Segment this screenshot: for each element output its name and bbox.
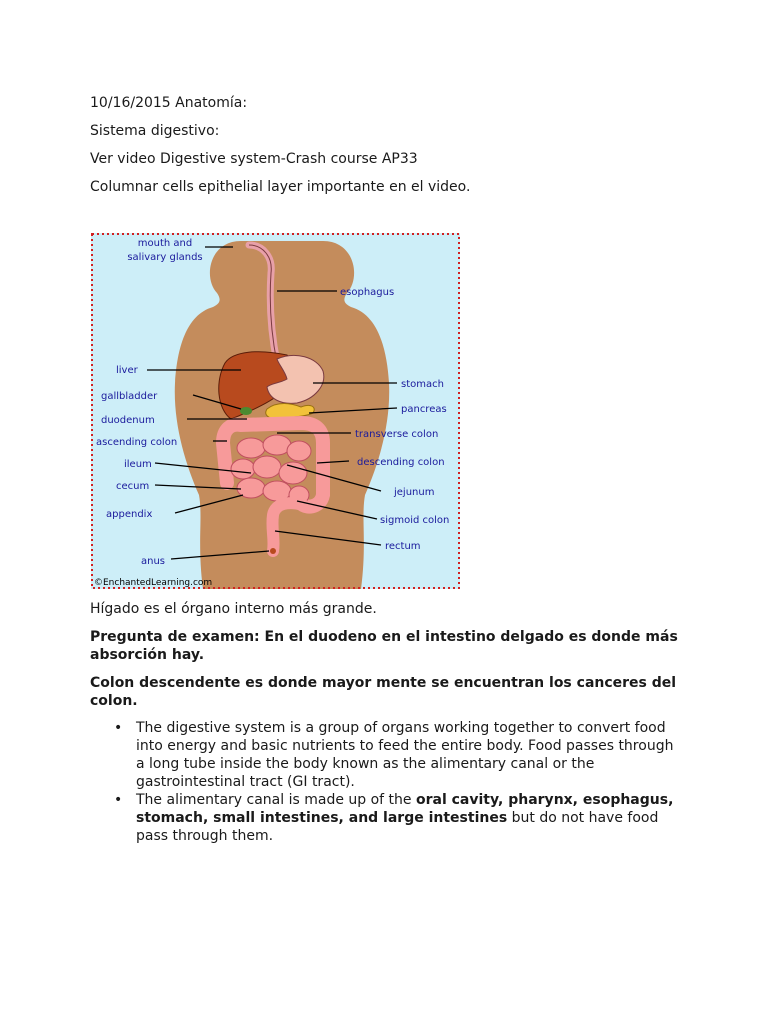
bullet-2-bold: oral cavity, pharynx, esophagus, stomach, small intestines, and large intestines [136,792,674,826]
label-stomach: stomach [401,379,444,390]
liver-note: Hígado es el órgano interno más grande. [90,601,377,617]
label-duodenum: duodenum [101,415,155,426]
label-mouth-2: salivary glands [127,252,203,263]
bullet-list [90,719,680,845]
label-descending-colon: descending colon [357,457,445,468]
label-anus: anus [141,556,166,567]
gallbladder-organ [240,407,252,415]
bullet-dot-icon: • [114,792,123,808]
topic-heading: Sistema digestivo: [90,123,220,139]
bullet-1-text: The digestive system is a group of organs working together to convert food into energy and basic nutrients to feed the entire body. Food passes through a long tube inside the body known as the alimentary canal or the gastrointestinal tract (GI tract). [136,720,674,790]
label-sigmoid-colon: sigmoid colon [380,515,450,526]
label-appendix: appendix [106,509,153,520]
bullet-dot-icon: • [114,720,123,736]
label-liver: liver [116,365,138,376]
date-heading: 10/16/2015 Anatomía: [90,95,248,111]
label-ascending-colon: ascending colon [96,437,178,448]
bullet-2-after: but do not have food pass through them. [136,810,659,844]
label-ileum: ileum [124,459,152,470]
label-jejunum: jejunum [394,487,435,498]
digestive-system-diagram [91,233,460,589]
list-item [90,719,680,791]
video-note: Ver video Digestive system-Crash course AP33 [90,151,418,167]
bullet-2-before: The alimentary canal is made up of the [136,792,416,808]
label-transverse-colon: transverse colon [355,429,439,440]
exam-question: Pregunta de examen: En el duodeno en el intestino delgado es donde más absorción hay. [90,629,678,663]
label-gallbladder: gallbladder [101,391,158,402]
label-mouth-1: mouth and [137,238,193,249]
label-pancreas: pancreas [401,404,447,415]
list-item [90,791,680,845]
diagram-credit: ©EnchantedLearning.com [94,578,213,588]
cells-note: Columnar cells epithelial layer importante en el video. [90,179,471,195]
colon-note: Colon descendente es donde mayor mente se encuentran los canceres del colon. [90,675,677,709]
label-cecum: cecum [116,481,150,492]
label-esophagus: esophagus [340,287,395,298]
small-intestine-organ [231,435,311,504]
label-rectum: rectum [385,541,421,552]
